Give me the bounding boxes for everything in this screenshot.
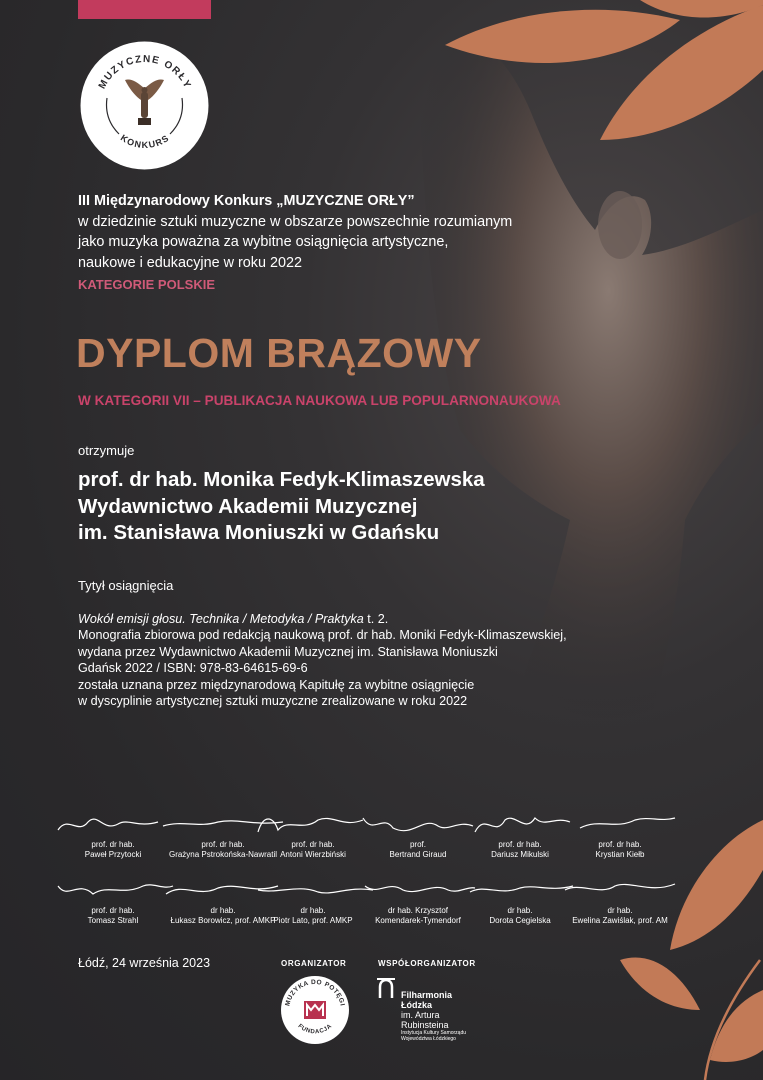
filharmonia-patron xyxy=(401,1010,449,1030)
category-label: KATEGORIE POLSKIE xyxy=(78,277,215,292)
diploma-title: DYPLOM BRĄZOWY xyxy=(76,330,482,376)
handwritten-signature xyxy=(555,876,685,904)
signature-block xyxy=(550,876,690,926)
logo-top-text: MUZYCZNE ORŁY xyxy=(96,53,194,91)
intro-line-3: jako muzyka poważna za wybitne osiągnięcia artystyczne, xyxy=(78,234,449,250)
filharmonia-arch-icon xyxy=(377,978,395,998)
signatory-title: prof. dr hab. xyxy=(91,840,135,849)
logo-bottom-text: KONKURS xyxy=(118,132,172,151)
signatory-title: prof. dr hab. xyxy=(91,906,135,915)
achievement-title-line xyxy=(78,611,678,627)
diploma-category: W KATEGORII VII – PUBLIKACJA NAUKOWA LUB POPULARNONAUKOWA xyxy=(78,393,561,408)
filharmonia-line-1: Filharmonia xyxy=(401,990,453,1000)
achievement-line-4: Gdańsk 2022 / ISBN: 978-83-64615-69-6 xyxy=(78,661,308,676)
achievement-description xyxy=(78,611,678,709)
intro-line-4: naukowe i edukacyjne w roku 2022 xyxy=(78,254,302,271)
muzyczne-orly-logo xyxy=(79,40,210,171)
filharmonia-line-3: im. Artura xyxy=(401,1010,440,1020)
signatory-title: prof. dr hab. xyxy=(498,840,542,849)
signatory-name: Dorota Cegielska xyxy=(489,916,551,925)
signatory-title: prof. dr hab. xyxy=(291,840,335,849)
recipient-line-1: prof. dr hab. Monika Fedyk-Klimaszewska xyxy=(78,468,485,491)
intro-line-2: w dziedzinie sztuki muzyczne w obszarze powszechnie rozumianym xyxy=(78,213,513,230)
recipient-block xyxy=(78,467,485,547)
signatory-name: Komendarek-Tymendorf xyxy=(375,916,461,925)
org-logo-bottom-text: FUNDACJA xyxy=(296,1023,334,1036)
top-accent-bar xyxy=(78,0,211,19)
filharmonia-name xyxy=(401,990,452,1010)
signatory-name: Krystian Kiełb xyxy=(595,850,645,859)
signatory-title: prof. dr hab. xyxy=(201,840,245,849)
signatory-name: Piotr Lato, prof. AMKP xyxy=(273,916,353,925)
signatory-title: dr hab. Krzysztof xyxy=(387,906,449,915)
foundation-emblem-icon xyxy=(304,1001,326,1019)
filharmonia-lodzka-logo xyxy=(377,978,497,1048)
signatory-name: Antoni Wierzbiński xyxy=(280,850,346,859)
org-logo-top-text: MUZYKA DO POTĘGI xyxy=(284,978,346,1007)
recipient-line-3: im. Stanisława Moniuszki w Gdańsku xyxy=(78,521,440,544)
signatory-title: dr hab. xyxy=(507,906,533,915)
organizer-label: ORGANIZATOR xyxy=(281,959,347,968)
receives-label: otrzymuje xyxy=(78,443,135,458)
competition-intro xyxy=(78,191,638,296)
achievement-title: Wokół emisji głosu. Technika / Metodyka / Praktyka xyxy=(78,612,364,626)
signatory-title: dr hab. xyxy=(210,906,236,915)
signatory-title: dr hab. xyxy=(300,906,326,915)
signature-block xyxy=(550,810,690,860)
filharmonia-institution xyxy=(401,1030,481,1042)
signatory-name: Grażyna Pstrokońska-Nawratil xyxy=(168,850,278,859)
signatory-name: Dariusz Mikulski xyxy=(491,850,549,859)
achievement-line-3: wydana przez Wydawnictwo Akademii Muzycznej im. Stanisława Moniuszki xyxy=(78,644,498,659)
achievement-volume: t. 2. xyxy=(363,612,389,626)
achievement-label: Tytył osiągnięcia xyxy=(78,578,174,593)
signatory-name: Bertrand Giraud xyxy=(389,850,447,859)
achievement-line-6: w dyscyplinie artystycznej sztuki muzyczne zrealizowane w roku 2022 xyxy=(78,694,468,709)
signatory-name: Paweł Przytocki xyxy=(84,850,142,859)
place-and-date: Łódź, 24 września 2023 xyxy=(78,956,211,970)
signatory-title: prof. xyxy=(409,840,426,849)
achievement-line-5: została uznana przez międzynarodową Kapitułę za wybitne osiągnięcie xyxy=(78,677,475,692)
signatory-name: Tomasz Strahl xyxy=(87,916,139,925)
filharmonia-line-4: Rubinsteina xyxy=(401,1020,449,1030)
bronze-leaves-top-decoration xyxy=(430,0,763,200)
handwritten-signature xyxy=(555,810,685,838)
signatory-title: prof. dr hab. xyxy=(598,840,642,849)
competition-name: III Międzynarodowy Konkurs „MUZYCZNE ORŁY” xyxy=(78,193,415,209)
recipient-line-2: Wydawnictwo Akademii Muzycznej xyxy=(78,494,418,518)
achievement-line-2: Monografia zbiorowa pod redakcją naukową prof. dr hab. Moniki Fedyk-Klimaszewskiej, xyxy=(78,628,567,643)
signatory-name: Łukasz Borowicz, prof. AMKP xyxy=(170,916,276,925)
signatory-name: Ewelina Zawiślak, prof. AM xyxy=(572,916,668,925)
filharmonia-line-2: Łódzka xyxy=(401,1000,433,1010)
muzyka-do-potegi-foundation-logo xyxy=(280,975,350,1045)
filharmonia-line-6: Województwa Łódzkiego xyxy=(401,1036,456,1042)
filharmonia-line-5: Instytucja Kultury Samorządu xyxy=(401,1030,467,1036)
coorganizer-label: WSPÓŁORGANIZATOR xyxy=(378,959,476,968)
signatory-title: dr hab. xyxy=(607,906,633,915)
